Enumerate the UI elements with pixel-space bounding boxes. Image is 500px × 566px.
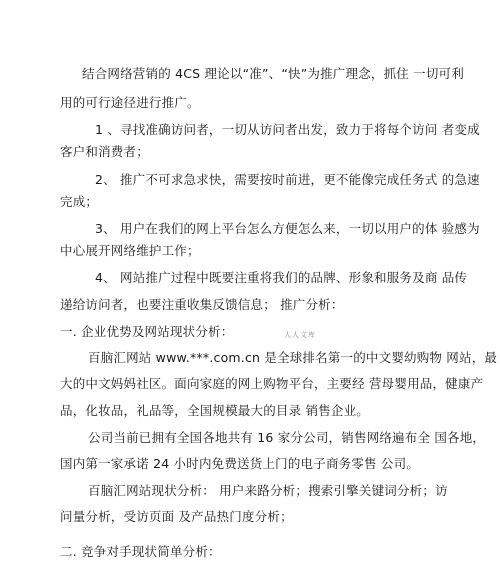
- paragraph-intro-line-1: 结合网络营销的 4CS 理论以“准”、“快”为推广理念，抓住 一切可利: [82, 66, 464, 81]
- paragraph-analysis-line-1: 百脑汇网站现状分析： 用户来路分析；搜索引擎关键词分析；访: [88, 483, 448, 498]
- watermark: 人人文库: [284, 331, 316, 339]
- list-item-4-line-1: 4、 网站推广过程中既要注重将我们的品牌、形象和服务及商 品传: [95, 270, 468, 285]
- paragraph-branches-line-2: 国内第一家承诺 24 小时内免费送货上门的电子商务零售 公司。: [60, 456, 420, 471]
- list-item-3-line-2: 中心展开网络维护工作；: [60, 243, 200, 258]
- section-heading-2: 二. 竞争对手现状简单分析：: [60, 544, 221, 559]
- list-item-1-line-2: 客户和消费者；: [60, 144, 149, 159]
- paragraph-company-line-3: 品，化妆品，礼品等，全国规模最大的目录 销售企业。: [60, 403, 369, 418]
- list-item-2-line-1: 2、 推广不可求急求快，需要按时前进，更不能像完成任务式 的急速: [95, 172, 480, 187]
- paragraph-company-line-2: 大的中文妈妈社区。面向家庭的网上购物平台，主要经 营母婴用品，健康产: [60, 376, 484, 391]
- list-item-1-line-1: 1 、寻找准确访问者，一切从访问者出发，致力于将每个访问 者变成: [95, 122, 480, 137]
- list-item-3-line-1: 3、 用户在我们的网上平台怎么方便怎么来，一切以用户的体 验感为: [95, 221, 480, 236]
- paragraph-analysis-line-2: 问量分析，受访页面 及产品热门度分析；: [60, 509, 293, 524]
- paragraph-branches-line-1: 公司当前已拥有全国各地共有 16 家分公司，销售网络遍布全 国各地，: [88, 430, 486, 445]
- paragraph-intro-line-2: 用的可行途径进行推广。: [60, 95, 200, 110]
- section-heading-1: 一. 企业优势及网站现状分析：: [60, 324, 234, 339]
- paragraph-company-line-1: 百脑汇网站 www.***.com.cn 是全球排名第一的中文婴幼购物 网站，最: [88, 350, 498, 365]
- list-item-4-line-2: 递给访问者，也要注重收集反馈信息； 推广分析：: [60, 297, 344, 312]
- list-item-2-line-2: 完成；: [60, 194, 99, 209]
